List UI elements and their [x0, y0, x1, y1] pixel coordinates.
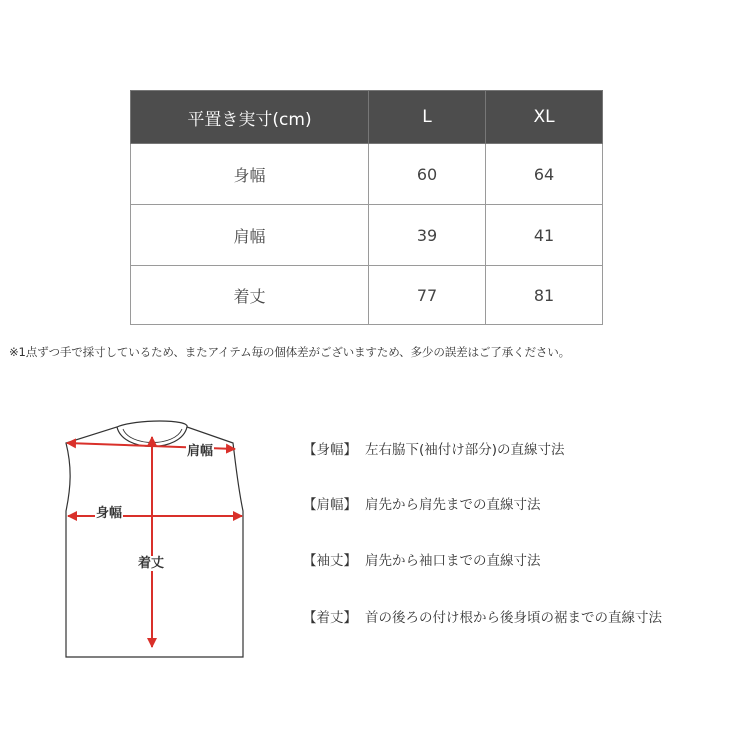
- measurement-note: ※1点ずつ手で採寸しているため、またアイテム毎の個体差がございますため、多少の誤差はご了承ください。: [9, 345, 571, 359]
- legend-item: [303, 438, 565, 458]
- row-label: 身幅: [131, 144, 369, 205]
- table-header-row: [131, 91, 603, 144]
- table-cell: 81: [486, 266, 603, 325]
- legend-tag: 【身幅】: [303, 442, 357, 458]
- legend-text: 左右脇下(袖付け部分)の直線寸法: [365, 442, 565, 458]
- header-cell: L: [369, 91, 486, 144]
- table-row: [131, 144, 603, 205]
- legend-tag: 【袖丈】: [303, 553, 357, 569]
- legend-tag: 【着丈】: [303, 610, 357, 626]
- length-label: 着丈: [138, 556, 165, 571]
- legend-item: [303, 549, 541, 569]
- table-cell: 64: [486, 144, 603, 205]
- legend-text: 肩先から袖口までの直線寸法: [365, 553, 541, 569]
- tank-top-outline: [55, 415, 255, 665]
- table-row: [131, 205, 603, 266]
- row-label: 着丈: [131, 266, 369, 325]
- legend-tag: 【肩幅】: [303, 497, 357, 513]
- table-cell: 41: [486, 205, 603, 266]
- size-table: [130, 90, 603, 325]
- table-cell: 39: [369, 205, 486, 266]
- legend-item: [303, 493, 541, 513]
- garment-diagram: [55, 415, 255, 665]
- header-cell: 平置き実寸(cm): [131, 91, 369, 144]
- body-width-label: 身幅: [96, 506, 123, 521]
- legend-text: 肩先から肩先までの直線寸法: [365, 497, 541, 513]
- header-cell: XL: [486, 91, 603, 144]
- table-row: [131, 266, 603, 325]
- shoulder-width-label: 肩幅: [187, 444, 214, 459]
- legend-text: 首の後ろの付け根から後身頃の裾までの直線寸法: [365, 610, 662, 626]
- legend-item: [303, 606, 662, 626]
- garment-body-outline: [66, 421, 243, 657]
- table-cell: 60: [369, 144, 486, 205]
- row-label: 肩幅: [131, 205, 369, 266]
- table-cell: 77: [369, 266, 486, 325]
